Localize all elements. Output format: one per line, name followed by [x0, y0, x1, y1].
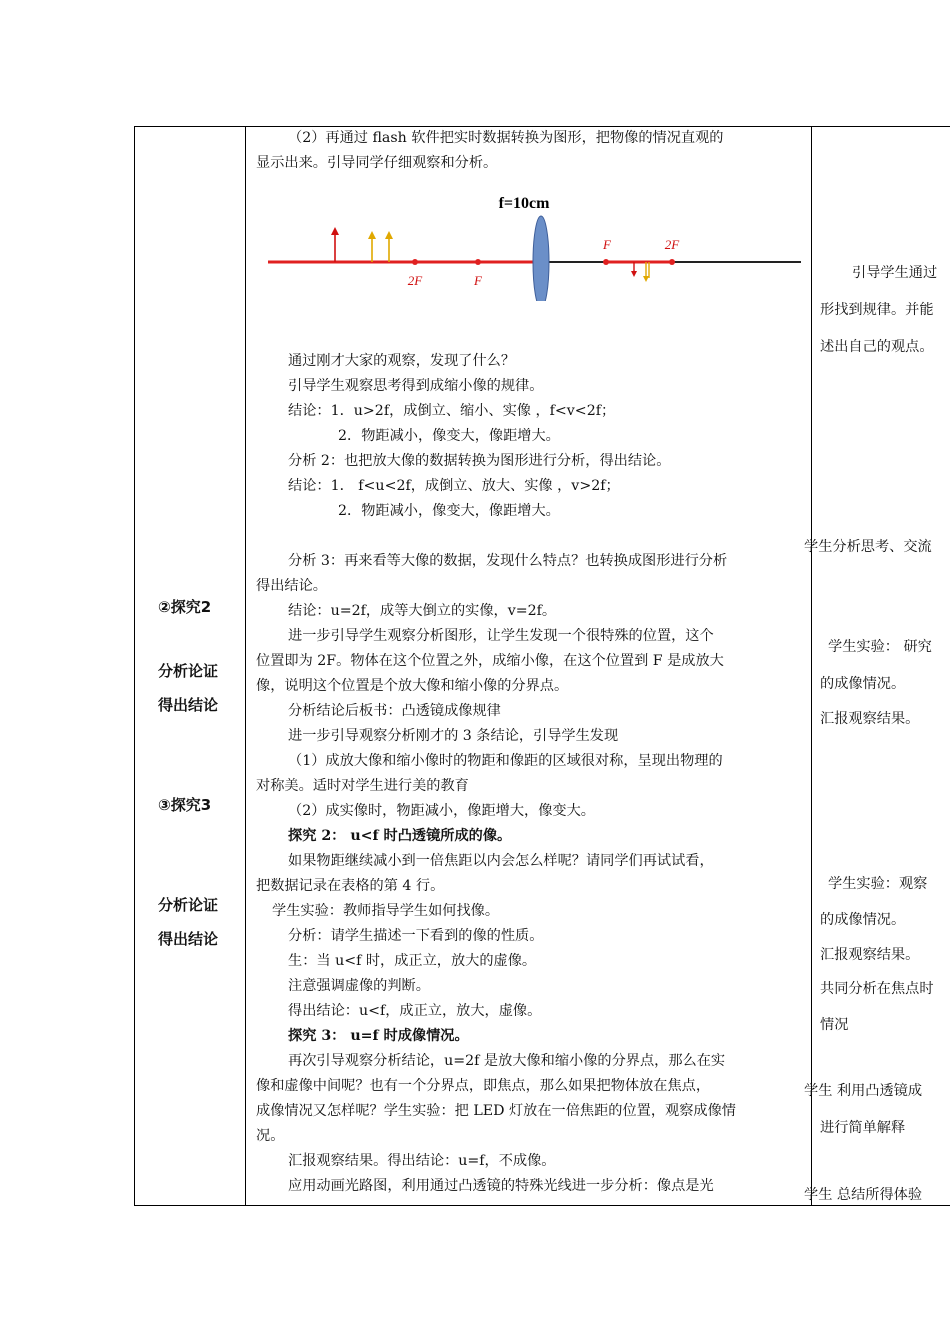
paragraph: 结论：1． f<u<2f，成倒立、放大、实像 ，v>2f； — [288, 478, 620, 494]
section-heading: 探究 3： u=f 时成像情况。 — [288, 1028, 469, 1044]
table-border-bottom — [134, 1205, 950, 1206]
label-2F: 2F — [407, 273, 423, 288]
paragraph: 位置即为 2F。物体在这个位置之外，成缩小像，在这个位置到 F 是成放大 — [256, 653, 724, 669]
paragraph: 汇报观察结果。得出结论：u=f，不成像。 — [288, 1153, 556, 1169]
paragraph: 生：当 u<f 时，成正立，放大的虚像。 — [288, 953, 537, 969]
table-divider-1 — [245, 126, 246, 1206]
stage-label: ③探究3 — [158, 796, 212, 814]
paragraph: 再次引导观察分析结论，u=2f 是放大像和缩小像的分界点，那么在实 — [288, 1053, 726, 1069]
activity-text: 汇报观察结果。 — [820, 947, 920, 963]
arrow-head — [631, 271, 637, 277]
paragraph: 结论：u=2f，成等大倒立的实像，v=2f。 — [288, 603, 557, 619]
activity-text: 引导学生通过 — [852, 265, 938, 281]
section-heading: 探究 2： u<f 时凸透镜所成的像。 — [288, 828, 512, 844]
paragraph: 显示出来。引导同学仔细观察和分析。 — [256, 155, 498, 171]
label-F: F — [474, 273, 482, 288]
paragraph: 2．物距减小，像变大，像距增大。 — [338, 503, 560, 519]
paragraph: 分析：请学生描述一下看到的像的性质。 — [288, 928, 544, 944]
paragraph: 分析 3：再来看等大像的数据，发现什么特点？也转换成图形进行分析 — [288, 553, 728, 569]
paragraph: 成像情况又怎样呢？学生实验：把 LED 灯放在一倍焦距的位置，观察成像情 — [256, 1103, 736, 1119]
arrow-head — [385, 231, 393, 239]
stage-label: ②探究2 — [158, 598, 212, 616]
activity-text: 共同分析在焦点时 — [820, 981, 934, 997]
paragraph: 如果物距继续减小到一倍焦距以内会怎么样呢？请同学们再试试看， — [288, 853, 714, 869]
activity-text: 述出自己的观点。 — [820, 339, 934, 355]
arrow-head — [368, 231, 376, 239]
paragraph: 结论：1．u>2f，成倒立、缩小、实像 ，f<v<2f； — [288, 403, 616, 419]
paragraph: 通过刚才大家的观察，发现了什么？ — [288, 353, 516, 369]
lens-diagram — [256, 181, 816, 301]
stage-label: 得出结论 — [158, 696, 219, 714]
paragraph: 注意强调虚像的判断。 — [288, 978, 430, 994]
lens-diagram-svg — [256, 181, 816, 301]
paragraph: 进一步引导学生观察分析图形，让学生发现一个很特殊的位置，这个 — [288, 628, 714, 644]
stage-label: 得出结论 — [158, 930, 219, 948]
focal-point — [475, 259, 481, 265]
paragraph: 像和虚像中间呢？也有一个分界点，即焦点，那么如果把物体放在焦点， — [256, 1078, 711, 1094]
activity-text: 学生实验： 研究 — [828, 639, 932, 655]
arrow-head — [331, 227, 339, 235]
activity-text: 学生实验：观察 — [828, 876, 928, 892]
paragraph: 得出结论：u<f，成正立，放大，虚像。 — [288, 1003, 542, 1019]
activity-text: 形找到规律。并能 — [820, 302, 934, 318]
body-text — [256, 349, 936, 1199]
paragraph: 况。 — [256, 1128, 285, 1144]
paragraph: 引导学生观察思考得到成缩小像的规律。 — [288, 378, 544, 394]
activity-text: 学生 总结所得体验 — [804, 1187, 923, 1203]
paragraph: 得出结论。 — [256, 578, 327, 594]
paragraph: 像，说明这个位置是个放大像和缩小像的分界点。 — [256, 678, 569, 694]
convex-lens — [533, 216, 549, 301]
paragraph: 对称美。适时对学生进行美的教育 — [256, 778, 469, 794]
paragraph: 分析结论后板书：凸透镜成像规律 — [288, 703, 501, 719]
intro-text — [256, 126, 936, 176]
paragraph: 进一步引导观察分析刚才的 3 条结论，引导学生发现 — [288, 728, 619, 744]
paragraph: （2）成实像时，物距减小，像距增大，像变大。 — [288, 803, 595, 819]
stage-label: 分析论证 — [158, 896, 219, 914]
activity-text: 的成像情况。 — [820, 676, 906, 692]
paragraph: 应用动画光路图，利用通过凸透镜的特殊光线进一步分析：像点是光 — [288, 1178, 714, 1194]
focal-point — [669, 259, 675, 265]
paragraph: 2．物距减小，像变大，像距增大。 — [338, 428, 560, 444]
diagram-title: f=10cm — [498, 195, 550, 212]
focal-point — [412, 259, 418, 265]
paragraph: （1）成放大像和缩小像时的物距和像距的区域很对称，呈现出物理的 — [288, 753, 723, 769]
stage-label: 分析论证 — [158, 662, 219, 680]
table-border-left — [134, 126, 135, 1206]
activity-text: 汇报观察结果。 — [820, 711, 920, 727]
label-2F: 2F — [664, 237, 680, 252]
focal-point — [603, 259, 609, 265]
paragraph: 分析 2：也把放大像的数据转换为图形进行分析，得出结论。 — [288, 453, 671, 469]
label-F: F — [603, 237, 611, 252]
lesson-table — [134, 126, 950, 1206]
paragraph: （2）再通过 flash 软件把实时数据转换为图形，把物像的情况直观的 — [288, 130, 724, 146]
arrow-head — [643, 276, 649, 282]
activity-text: 学生分析思考、交流 — [804, 539, 932, 555]
activity-text: 进行简单解释 — [820, 1120, 906, 1136]
activity-text: 的成像情况。 — [820, 912, 906, 928]
activity-text: 情况 — [820, 1017, 849, 1033]
activity-text: 学生 利用凸透镜成 — [804, 1083, 923, 1099]
paragraph: 把数据记录在表格的第 4 行。 — [256, 878, 445, 894]
paragraph: 学生实验：教师指导学生如何找像。 — [272, 903, 500, 919]
